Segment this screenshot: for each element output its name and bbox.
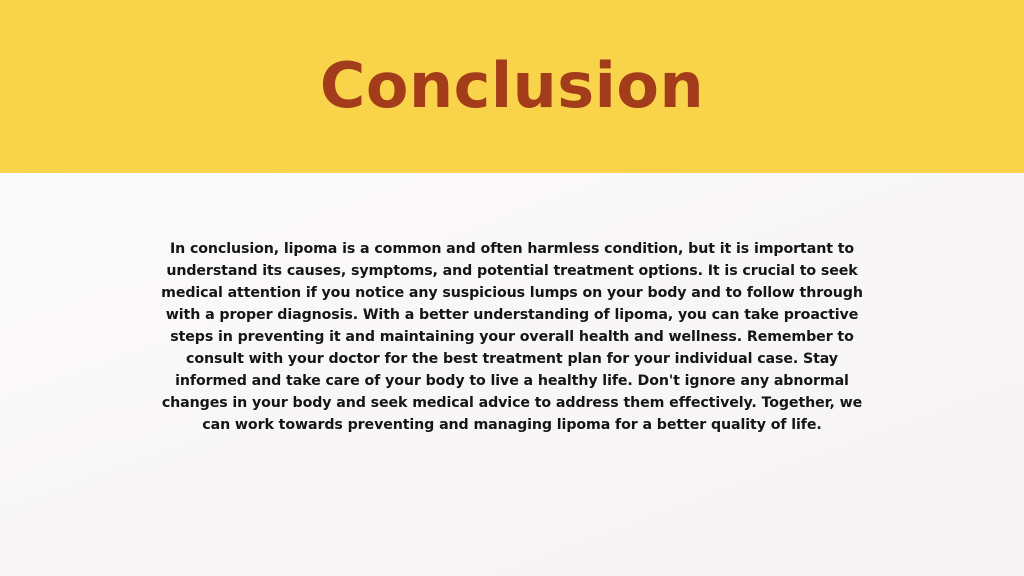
- conclusion-paragraph: In conclusion, lipoma is a common and often harmless condition, but it is important to understand its causes, symptoms, and potential treatment options. It is crucial to seek medical attention if you notice any suspicious lumps on your body and to follow through with a proper diagnosis. With a better understanding of lipoma, you can take proactive steps in preventing it and maintaining your overall health and wellness. Remember to consult with your doctor for the best treatment plan for your individual case. Stay informed and take care of your body to live a healthy life. Don't ignore any abnormal changes in your body and seek medical advice to address them effectively. Together, we can work towards preventing and managing lipoma for a better quality of life.: [161, 241, 863, 433]
- slide-title: Conclusion: [319, 49, 705, 122]
